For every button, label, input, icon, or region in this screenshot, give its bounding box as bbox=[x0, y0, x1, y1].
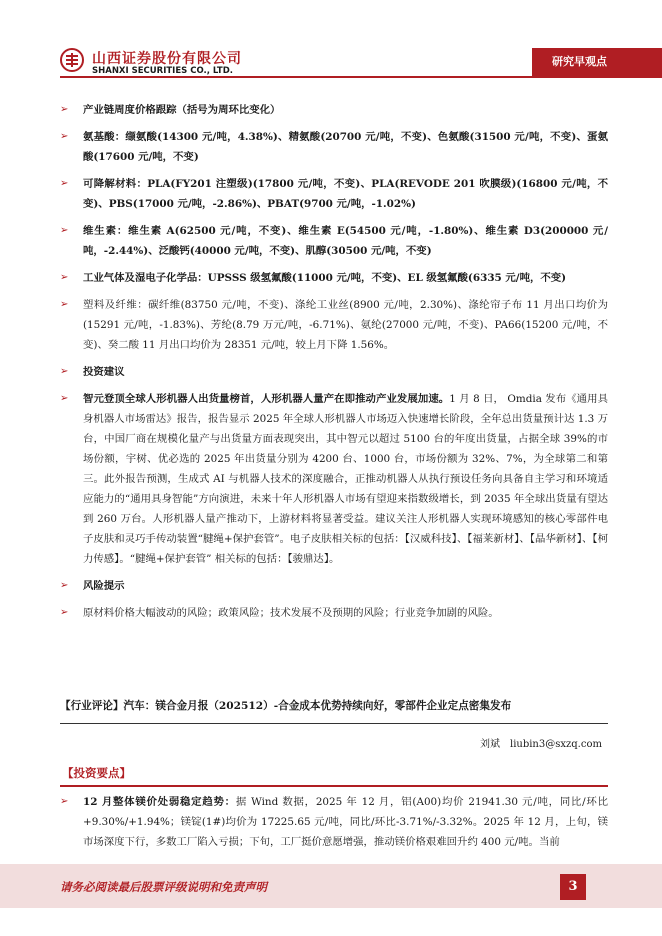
arrow-bullet-icon: ➢ bbox=[60, 299, 69, 310]
report-body bbox=[60, 100, 608, 630]
price-industrial-gas: 工业气体及湿电子化学品：UPSSS 级氢氟酸(11000 元/吨，不变)、EL 级氢氟酸(6335 元/吨，不变) bbox=[83, 272, 567, 284]
arrow-bullet-icon: ➢ bbox=[60, 393, 69, 404]
list-item bbox=[60, 362, 608, 382]
section-heading: 风险提示 bbox=[83, 580, 125, 592]
arrow-bullet-icon: ➢ bbox=[60, 272, 69, 283]
list-item bbox=[60, 576, 608, 596]
list-item bbox=[60, 127, 608, 167]
header-divider bbox=[60, 76, 662, 78]
price-degradable-materials: 可降解材料：PLA(FY201 注塑级)(17800 元/吨，不变)、PLA(REVODE 201 吹膜级)(16800 元/吨，不变)、PBS(17000 元/吨，-2.86%)、PBAT(9700 元/吨，-1.02%) bbox=[83, 178, 608, 210]
arrow-bullet-icon: ➢ bbox=[60, 104, 69, 115]
list-item bbox=[60, 221, 608, 261]
company-name-en: SHANXI SECURITIES CO., LTD. bbox=[92, 66, 234, 76]
price-vitamins: 维生素：维生素 A(62500 元/吨，不变)、维生素 E(54500 元/吨，-1.80%)、维生素 D3(200000 元/吨，-2.44%)、泛酸钙(40000 元/吨，不变)、肌醇(30500 元/吨，不变) bbox=[83, 225, 608, 257]
price-plastics-fibers: 塑料及纤维：碳纤维(83750 元/吨，不变)、涤纶工业丝(8900 元/吨，2.30%)、涤纶帘子布 11 月出口均价为(15291 元/吨，-1.83%)、芳纶(8.79 万元/吨，-6.71%)、氨纶(27000 元/吨，不变)、PA66(15200 元/吨，不变)、癸二酸 11 月出口均价为 28351 元/吨，较上月下降 1.56%。 bbox=[83, 299, 608, 351]
disclaimer-notice: 请务必阅读最后股票评级说明和免责声明 bbox=[60, 880, 267, 894]
arrow-bullet-icon: ➢ bbox=[60, 178, 69, 189]
review-divider bbox=[60, 723, 608, 724]
investment-advice-body: 1 月 8 日， Omdia 发布《通用具身机器人市场雷达》报告，报告显示 2025 年全球人形机器人市场迈入快速增长阶段，全年总出货量预计达 1.3 万台，中国厂商在规模化量产与出货量方面表现突出，其中智元以超过 5100 台的年度出货量，占据全球 39%的市场份额，宇树、优必选的 2025 年出货量分别为 4200 台、1000 台，市场份额为 32%、7%，为全球第二和第三。此外报告预测，生成式 AI 与机器人技术的深度融合，正推动机器人从执行预设任务向具备自主学习和环境适应能力的“通用具身智能”方向演进，未来十年人形机器人市场有望迎来指数级增长，到 2035 年全球出货量有望达到 260 万台。人形机器人量产推动下，上游材料将显著受益。建议关注人形机器人实现环境感知的核心零部件电子皮肤和灵巧手传动装置“腱绳+保护套管”。电子皮肤相关标的包括：【汉威科技】、【福莱新材】、【晶华新材】、【柯力传感】。“腱绳+保护套管” 相关标的包括：【骏鼎达】。 bbox=[83, 393, 608, 565]
list-item bbox=[60, 792, 608, 852]
risk-text: 原材料价格大幅波动的风险；政策风险；技术发展不及预期的风险；行业竞争加剧的风险。 bbox=[83, 607, 499, 619]
page-header bbox=[0, 0, 662, 78]
investment-advice-lead: 智元登顶全球人形机器人出货量榜首，人形机器人量产在即推动产业发展加速。 bbox=[83, 393, 450, 405]
investment-point-lead: 12 月整体镁价处弱稳定趋势： bbox=[83, 796, 236, 808]
arrow-bullet-icon: ➢ bbox=[60, 796, 69, 807]
list-item bbox=[60, 389, 608, 569]
arrow-bullet-icon: ➢ bbox=[60, 607, 69, 618]
list-item bbox=[60, 268, 608, 288]
section-heading: 产业链周度价格跟踪（括号为周环比变化） bbox=[83, 104, 281, 116]
investment-body bbox=[60, 792, 608, 859]
page-number: 3 bbox=[560, 874, 586, 900]
company-name-cn: 山西证券股份有限公司 bbox=[92, 51, 242, 67]
investment-point-text: 据 Wind 数据，2025 年 12 月，铝(A00)均价 21941.30 元/吨，同比/环比+9.30%/+1.94%；镁锭(1#)均价为 17225.65 元/吨，同比/环比-3.71%/-3.32%。2025 年 12 月，上旬，镁市场深度下行，多数工厂陷入亏损；下旬，工厂挺价意愿增强，推动镁价格艰难回升约 400 元/吨。当前 bbox=[83, 796, 608, 848]
section-tab: 研究早观点 bbox=[532, 48, 662, 76]
price-amino-acids: 氨基酸：缬氨酸(14300 元/吨，4.38%)、精氨酸(20700 元/吨，不变)、色氨酸(31500 元/吨，不变)、蛋氨酸(17600 元/吨，不变) bbox=[83, 131, 608, 163]
list-item bbox=[60, 100, 608, 120]
arrow-bullet-icon: ➢ bbox=[60, 225, 69, 236]
investment-heading: 【投资要点】 bbox=[62, 766, 131, 780]
arrow-bullet-icon: ➢ bbox=[60, 131, 69, 142]
industry-review-title: 【行业评论】汽车：镁合金月报（202512）-合金成本优势持续向好，零部件企业定点密集发布 bbox=[60, 700, 512, 712]
author-contact: 刘斌 liubin3@sxzq.com bbox=[480, 739, 602, 750]
investment-divider bbox=[60, 785, 608, 787]
arrow-bullet-icon: ➢ bbox=[60, 580, 69, 591]
company-logo-icon bbox=[60, 48, 84, 72]
list-item bbox=[60, 603, 608, 623]
arrow-bullet-icon: ➢ bbox=[60, 366, 69, 377]
section-heading: 投资建议 bbox=[83, 366, 125, 378]
list-item bbox=[60, 295, 608, 355]
list-item bbox=[60, 174, 608, 214]
